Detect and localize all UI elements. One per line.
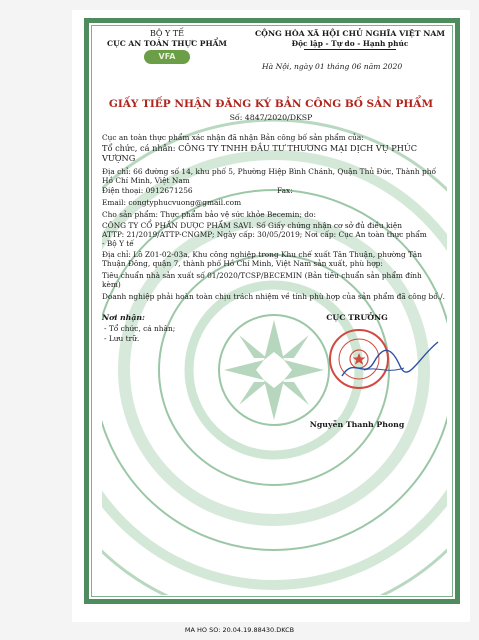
manufacturer-address-line-2: Thuận Đông, quận 7, thành phố Hồ Chí Minh, Việt Nam sản xuất, phù hợp: (102, 259, 383, 268)
recipient-item-2: - Lưu trữ. (104, 334, 140, 343)
responsibility-statement: Doanh nghiệp phải hoàn toàn chịu trách nhiệm về tính phù hợp của sản phẩm đã công bố./. (102, 292, 445, 301)
document-page (72, 10, 470, 622)
manufacturer-line-3: - Bộ Y tế (102, 239, 134, 248)
document-title: GIẤY TIẾP NHẬN ĐĂNG KÝ BẢN CÔNG BỐ SẢN PHẨM (108, 98, 434, 110)
agency-logo: VFA (144, 50, 190, 64)
issue-date: Hà Nội, ngày 01 tháng 06 năm 2020 (262, 62, 403, 71)
standard-line-2: kèm) (102, 280, 121, 289)
organization-line-1: Tổ chức, cá nhân: CÔNG TY TNHH ĐẦU TƯ THƯƠNG MẠI DỊCH VỤ PHÚC (102, 143, 418, 153)
page-inner-border (91, 25, 453, 597)
manufacturer-line-2: ATTP: 21/2019/ATTP-CNGMP; Ngày cấp: 30/05/2019; Nơi cấp: Cục An toàn thực phẩm (102, 230, 427, 239)
signer-role: CỤC TRƯỞNG (326, 313, 388, 322)
agency-name: CỤC AN TOÀN THỰC PHẨM (107, 39, 227, 48)
manufacturer-address-line-1: Địa chỉ: Lô Z01-02-03a, Khu công nghiệp trong Khu chế xuất Tân Thuận, phường Tân (102, 250, 422, 259)
recipient-item-1: - Tổ chức, cá nhân; (104, 324, 176, 333)
dossier-code-footer: MA HO SO: 20.04.19.88430.DKCB (184, 626, 295, 634)
signer-name: Nguyễn Thanh Phong (309, 420, 405, 429)
org-fax: Fax: (277, 186, 293, 195)
document-number: Số: 4847/2020/DKSP (229, 113, 313, 122)
org-phone: Điện thoại: 0912671256 (102, 186, 193, 195)
recipients-heading: Nơi nhận: (102, 313, 145, 322)
body-intro: Cục an toàn thực phẩm xác nhận đã nhận Bản công bố sản phẩm của: (102, 133, 364, 142)
org-email: Email: congtyphucvuong@gmail.com (102, 198, 242, 207)
country-name: CỘNG HÒA XÃ HỘI CHỦ NGHĨA VIỆT NAM (254, 29, 446, 38)
motto-underline (304, 49, 396, 50)
product-name: Cho sản phẩm: Thực phẩm bảo vệ sức khỏe Becemin; do: (102, 210, 316, 219)
org-address-line-1: Địa chỉ: 66 đường số 14, khu phố 5, Phường Hiệp Bình Chánh, Quận Thủ Đức, Thành phố (102, 167, 437, 176)
handwritten-signature (334, 336, 444, 386)
manufacturer-line-1: CÔNG TY CỔ PHẦN DƯỢC PHẨM SAVI. Số Giấy chứng nhận cơ sở đủ điều kiện (102, 221, 402, 230)
org-address-line-2: Hồ Chí Minh, Việt Nam (102, 176, 190, 185)
motto: Độc lập - Tự do - Hạnh phúc (291, 39, 409, 48)
ministry-name: BỘ Y TẾ (150, 29, 184, 38)
standard-line-1: Tiêu chuẩn nhà sản xuất số 01/2020/TCSP/BECEMIN (Bản tiêu chuẩn sản phẩm đính (102, 271, 422, 280)
organization-line-2: VƯỢNG (102, 153, 136, 163)
